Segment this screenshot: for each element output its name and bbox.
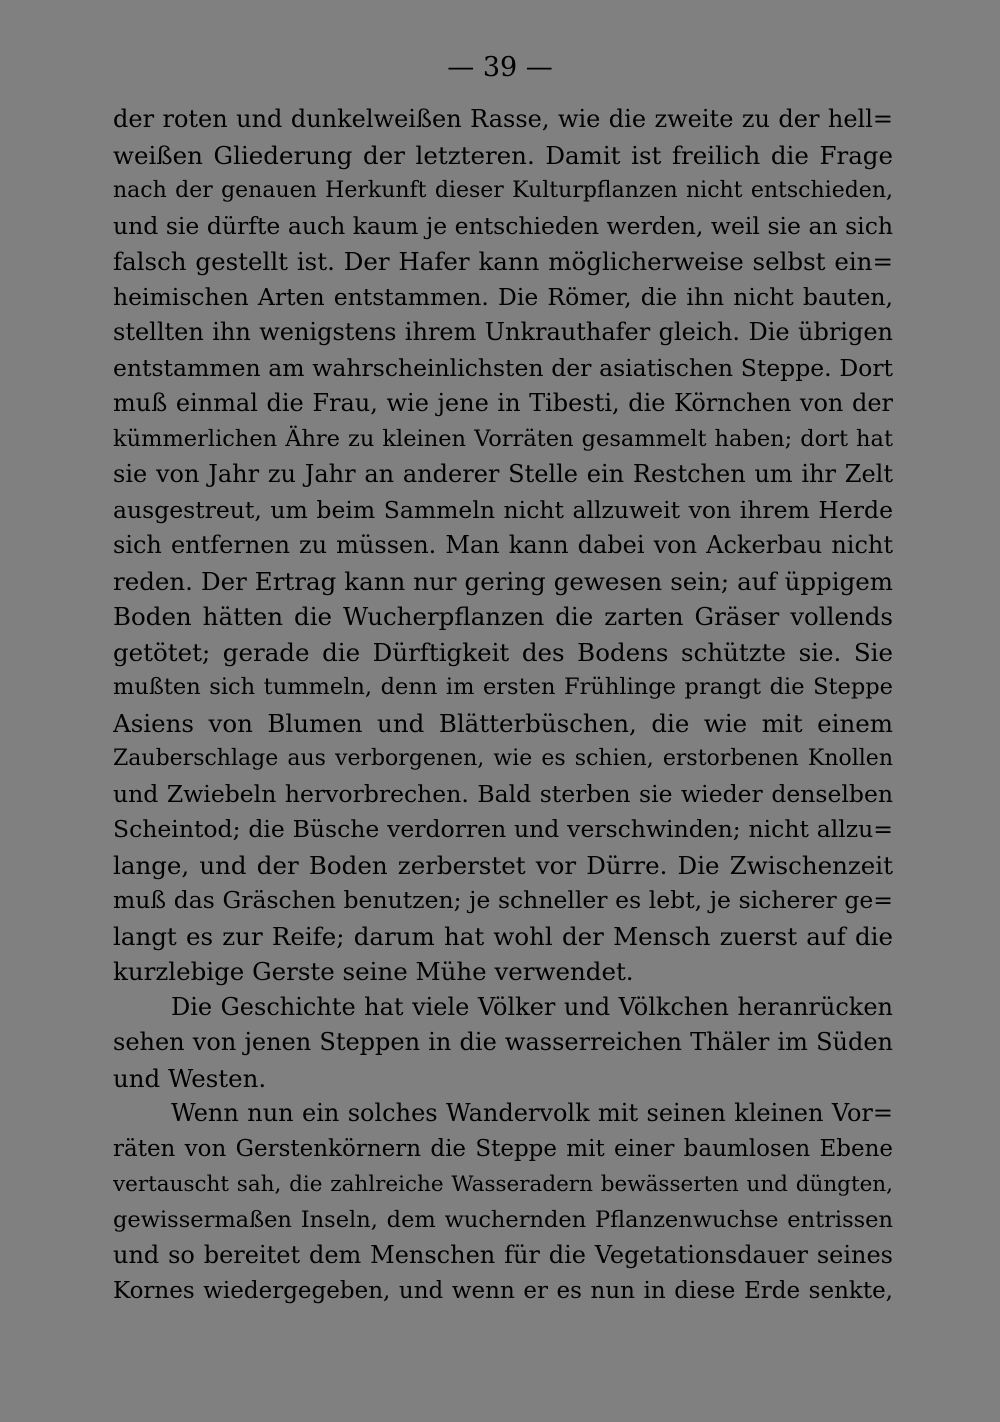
text-line: stellten ihn wenigstens ihrem Unkrauthafer gleich. Die übrigen	[113, 318, 893, 346]
text-line: Scheintod; die Büsche verdorren und verschwinden; nicht allzu=	[113, 815, 893, 843]
text-line: räten von Gerstenkörnern die Steppe mit einer baumlosen Ebene	[113, 1135, 893, 1162]
text-line: Die Geschichte hat viele Völker und Völkchen heranrücken	[171, 992, 893, 1021]
text-line: nach der genauen Herkunft dieser Kulturpflanzen nicht entschieden,	[113, 178, 893, 203]
text-line: kurzlebige Gerste seine Mühe verwendet.	[113, 957, 634, 986]
text-line: sie von Jahr zu Jahr an anderer Stelle ein Restchen um ihr Zelt	[113, 460, 893, 488]
text-line: und Zwiebeln hervorbrechen. Bald sterben sie wieder denselben	[113, 779, 893, 808]
text-line: heimischen Arten entstammen. Die Römer, die ihn nicht bauten,	[113, 282, 893, 311]
text-line: sehen von jenen Steppen in die wasserreichen Thäler im Süden	[113, 1028, 893, 1056]
text-line: Wenn nun ein solches Wandervolk mit seinen kleinen Vor=	[171, 1099, 893, 1127]
text-line: weißen Gliederung der letzteren. Damit ist freilich die Frage	[113, 140, 893, 170]
text-line: muß einmal die Frau, wie jene in Tibesti, die Körnchen von der	[113, 389, 893, 417]
text-line: Boden hätten die Wucherpflanzen die zarten Gräser vollends	[113, 602, 893, 631]
text-line: und Westen.	[113, 1063, 267, 1093]
text-line: kümmerlichen Ähre zu kleinen Vorräten gesammelt haben; dort hat	[113, 425, 893, 452]
text-line: langt es zur Reife; darum hat wohl der Mensch zuerst auf die	[113, 921, 893, 951]
text-line: mußten sich tummeln, denn im ersten Frühlinge prangt die Steppe	[113, 674, 893, 700]
text-line: Zauberschlage aus verborgenen, wie es schien, erstorbenen Knollen	[113, 746, 893, 771]
text-line: sich entfernen zu müssen. Man kann dabei von Ackerbau nicht	[113, 531, 893, 559]
text-line: Asiens von Blumen und Blätterbüschen, die wie mit einem	[113, 708, 893, 738]
text-line: und sie dürfte auch kaum je entschieden werden, weil sie an sich	[113, 211, 893, 240]
text-line: vertauscht sah, die zahlreiche Wasseradern bewässerten und düngten,	[113, 1172, 893, 1197]
text-line: muß das Gräschen benutzen; je schneller es lebt, je sicherer ge=	[113, 886, 893, 914]
text-line: entstammen am wahrscheinlichsten der asiatischen Steppe. Dort	[113, 353, 893, 382]
text-line: der roten und dunkelweißen Rasse, wie die zweite zu der hell=	[113, 105, 893, 133]
text-line: und so bereitet dem Menschen für die Vegetationsdauer seines	[113, 1241, 893, 1269]
text-line: gewissermaßen Inseln, dem wuchernden Pflanzenwuchse entrissen	[113, 1206, 893, 1233]
text-line: getötet; gerade die Dürftigkeit des Bodens schützte sie. Sie	[113, 637, 893, 667]
text-line: lange, und der Boden zerberstet vor Dürre. Die Zwischenzeit	[113, 850, 893, 880]
text-line: falsch gestellt ist. Der Hafer kann möglicherweise selbst ein=	[113, 247, 893, 276]
page-number: — 39 —	[447, 52, 553, 83]
text-line: Kornes wiedergegeben, und wenn er es nun in diese Erde senkte,	[113, 1277, 893, 1304]
text-line: reden. Der Ertrag kann nur gering gewesen sein; auf üppigem	[113, 566, 893, 596]
text-line: ausgestreut, um beim Sammeln nicht allzuweit von ihrem Herde	[113, 495, 893, 524]
body-text	[113, 102, 893, 1309]
